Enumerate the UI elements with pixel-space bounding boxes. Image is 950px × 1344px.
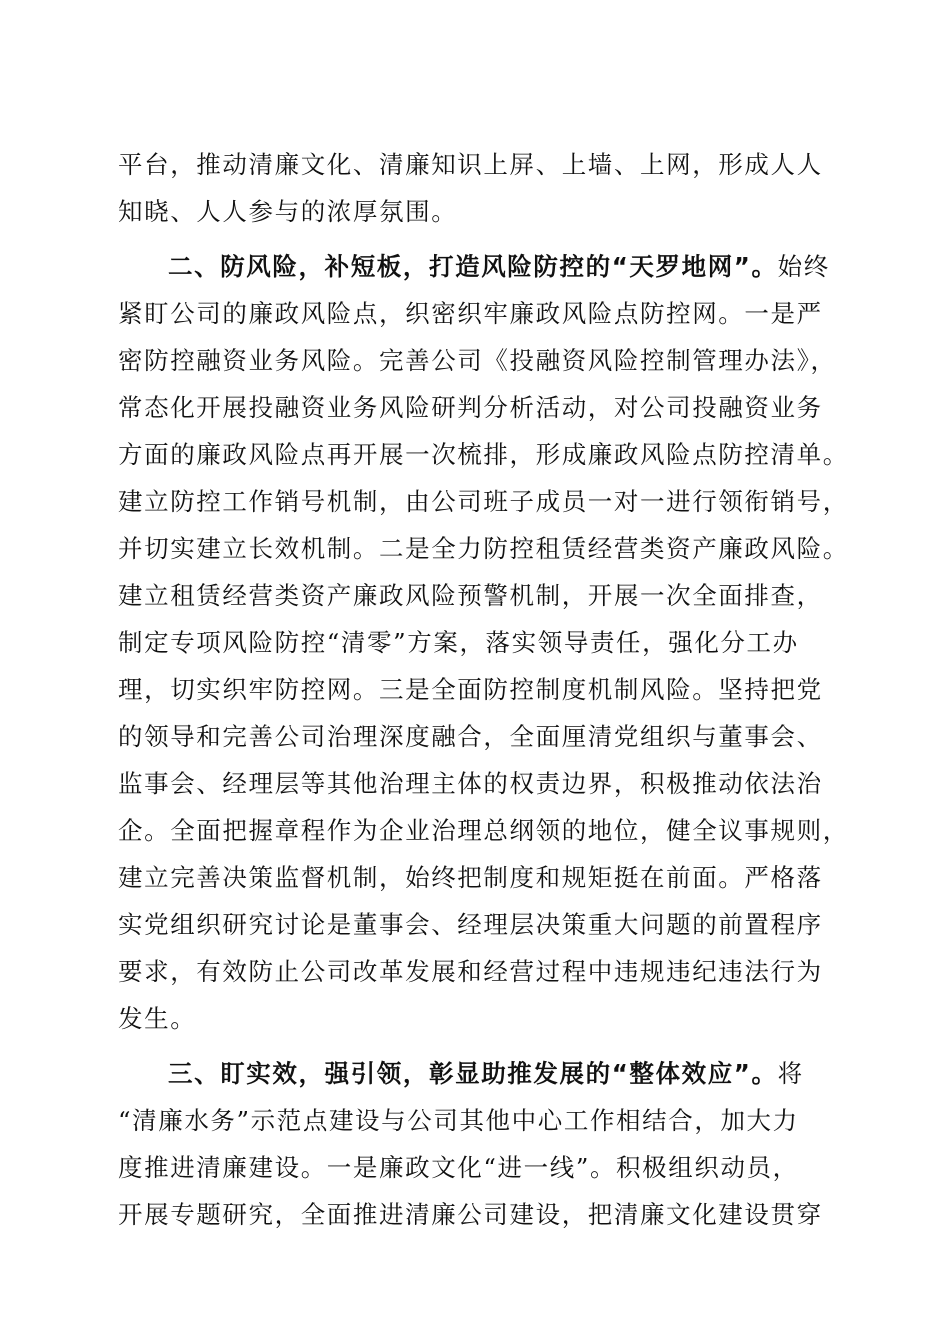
- paragraph-line: 理，切实织牢防控网。三是全面防控制度机制风险。坚持把党: [118, 675, 823, 704]
- paragraph-line: 知晓、人人参与的浓厚氛围。: [118, 197, 458, 226]
- document-body: [118, 141, 849, 1238]
- paragraph-line: 建立租赁经营类资产廉政风险预警机制，开展一次全面排查，: [118, 581, 823, 610]
- paragraph-line: 方面的廉政风险点再开展一次梳排，形成廉政风险点防控清单。: [118, 440, 849, 469]
- section2-heading: 二、防风险，补短板，打造风险防控的“天罗地网”。: [168, 252, 778, 281]
- paragraph-line: 制定专项风险防控“清零”方案，落实领导责任，强化分工办: [118, 628, 799, 657]
- paragraph-line: 发生。: [118, 1004, 197, 1033]
- section2-first-line: [118, 243, 838, 290]
- paragraph-line: 企。全面把握章程作为企业治理总纲领的地位，健全议事规则，: [118, 816, 849, 845]
- paragraph-line: 建立完善决策监督机制，始终把制度和规矩挺在前面。严格落: [118, 863, 823, 892]
- paragraph-line: “清廉水务”示范点建设与公司其他中心工作相结合，加大力: [118, 1106, 799, 1135]
- paragraph-line: 并切实建立长效机制。二是全力防控租赁经营类资产廉政风险。: [118, 534, 849, 563]
- paragraph-line: 常态化开展投融资业务风险研判分析活动，对公司投融资业务: [118, 393, 823, 422]
- paragraph-line: 紧盯公司的廉政风险点，织密织牢廉政风险点防控网。一是严: [118, 299, 823, 328]
- paragraph-line: 度推进清廉建设。一是廉政文化“进一线”。积极组织动员，: [118, 1153, 799, 1182]
- section3-first-tail: 将: [777, 1059, 804, 1088]
- section2-first-tail: 始终: [777, 252, 830, 281]
- paragraph-line: 实党组织研究讨论是董事会、经理层决策重大问题的前置程序: [118, 910, 823, 939]
- paragraph-line: 的领导和完善公司治理深度融合，全面厘清党组织与董事会、: [118, 722, 823, 751]
- section3-heading: 三、盯实效，强引领，彰显助推发展的“整体效应”。: [168, 1059, 778, 1088]
- section3-first-line: [118, 1050, 838, 1097]
- paragraph-line: 平台，推动清廉文化、清廉知识上屏、上墙、上网，形成人人: [118, 150, 823, 179]
- paragraph-line: 开展专题研究，全面推进清廉公司建设，把清廉文化建设贯穿: [118, 1200, 823, 1229]
- paragraph-line: 要求，有效防止公司改革发展和经营过程中违规违纪违法行为: [118, 957, 823, 986]
- paragraph-line: 密防控融资业务风险。完善公司《投融资风险控制管理办法》，: [118, 346, 837, 375]
- paragraph-line: 监事会、经理层等其他治理主体的权责边界，积极推动依法治: [118, 769, 823, 798]
- paragraph-line: 建立防控工作销号机制，由公司班子成员一对一进行领衔销号，: [118, 487, 849, 516]
